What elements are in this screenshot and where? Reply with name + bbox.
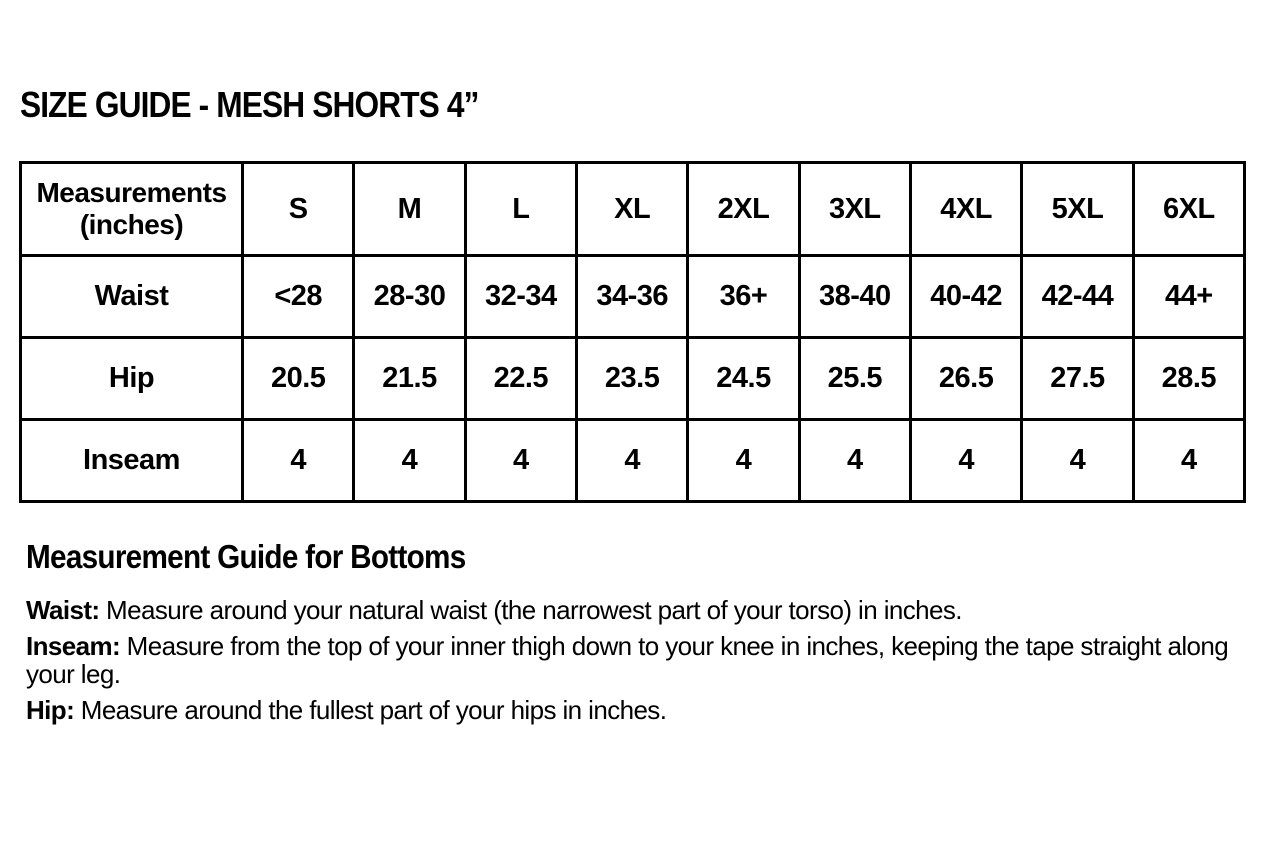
size-header-4xl: 4XL <box>910 163 1021 256</box>
table-cell: 42-44 <box>1022 256 1133 338</box>
table-cell: <28 <box>243 256 354 338</box>
measurement-guide-title: Measurement Guide for Bottoms <box>26 538 466 575</box>
table-cell: 34-36 <box>576 256 687 338</box>
size-header-5xl: 5XL <box>1022 163 1133 256</box>
inseam-row <box>21 420 1245 502</box>
guide-text-hip: Measure around the fullest part of your hips in inches. <box>74 695 667 725</box>
table-cell: 4 <box>576 420 687 502</box>
row-label-inseam: Inseam <box>21 420 243 502</box>
table-cell: 4 <box>688 420 799 502</box>
row-label-hip: Hip <box>21 338 243 420</box>
table-cell: 25.5 <box>799 338 910 420</box>
table-cell: 38-40 <box>799 256 910 338</box>
table-cell: 28.5 <box>1133 338 1244 420</box>
table-cell: 32-34 <box>465 256 576 338</box>
table-cell: 40-42 <box>910 256 1021 338</box>
guide-item-waist <box>26 596 1241 624</box>
table-cell: 36+ <box>688 256 799 338</box>
table-cell: 4 <box>465 420 576 502</box>
table-cell: 44+ <box>1133 256 1244 338</box>
measurement-guide-list <box>26 596 1241 732</box>
table-cell: 27.5 <box>1022 338 1133 420</box>
table-cell: 4 <box>1022 420 1133 502</box>
table-header-row <box>21 163 1245 256</box>
table-cell: 4 <box>354 420 465 502</box>
table-cell: 21.5 <box>354 338 465 420</box>
table-cell: 4 <box>243 420 354 502</box>
guide-item-hip <box>26 696 1241 724</box>
size-header-2xl: 2XL <box>688 163 799 256</box>
measurements-header-label: Measurements <box>36 176 227 208</box>
table-cell: 22.5 <box>465 338 576 420</box>
guide-term-hip: Hip: <box>26 695 75 725</box>
size-header-3xl: 3XL <box>799 163 910 256</box>
guide-term-waist: Waist: <box>26 595 100 625</box>
size-header-l: L <box>465 163 576 256</box>
table-cell: 20.5 <box>243 338 354 420</box>
table-cell: 4 <box>1133 420 1244 502</box>
guide-term-inseam: Inseam: <box>26 631 121 661</box>
row-label-waist: Waist <box>21 256 243 338</box>
size-header-6xl: 6XL <box>1133 163 1244 256</box>
table-cell: 23.5 <box>576 338 687 420</box>
size-header-s: S <box>243 163 354 256</box>
guide-item-inseam <box>26 632 1241 688</box>
hip-row <box>21 338 1245 420</box>
table-cell: 4 <box>910 420 1021 502</box>
size-table <box>19 161 1246 503</box>
table-cell: 26.5 <box>910 338 1021 420</box>
guide-text-waist: Measure around your natural waist (the narrowest part of your torso) in inches. <box>99 595 962 625</box>
size-header-m: M <box>354 163 465 256</box>
measurements-header-cell <box>21 163 243 256</box>
table-cell: 4 <box>799 420 910 502</box>
table-cell: 28-30 <box>354 256 465 338</box>
measurements-header-unit: (inches) <box>79 208 184 240</box>
table-cell: 24.5 <box>688 338 799 420</box>
waist-row <box>21 256 1245 338</box>
page-title: SIZE GUIDE - MESH SHORTS 4” <box>20 84 479 125</box>
size-header-xl: XL <box>576 163 687 256</box>
guide-text-inseam: Measure from the top of your inner thigh down to your knee in inches, keeping the tape straight along your leg. <box>26 631 1229 689</box>
